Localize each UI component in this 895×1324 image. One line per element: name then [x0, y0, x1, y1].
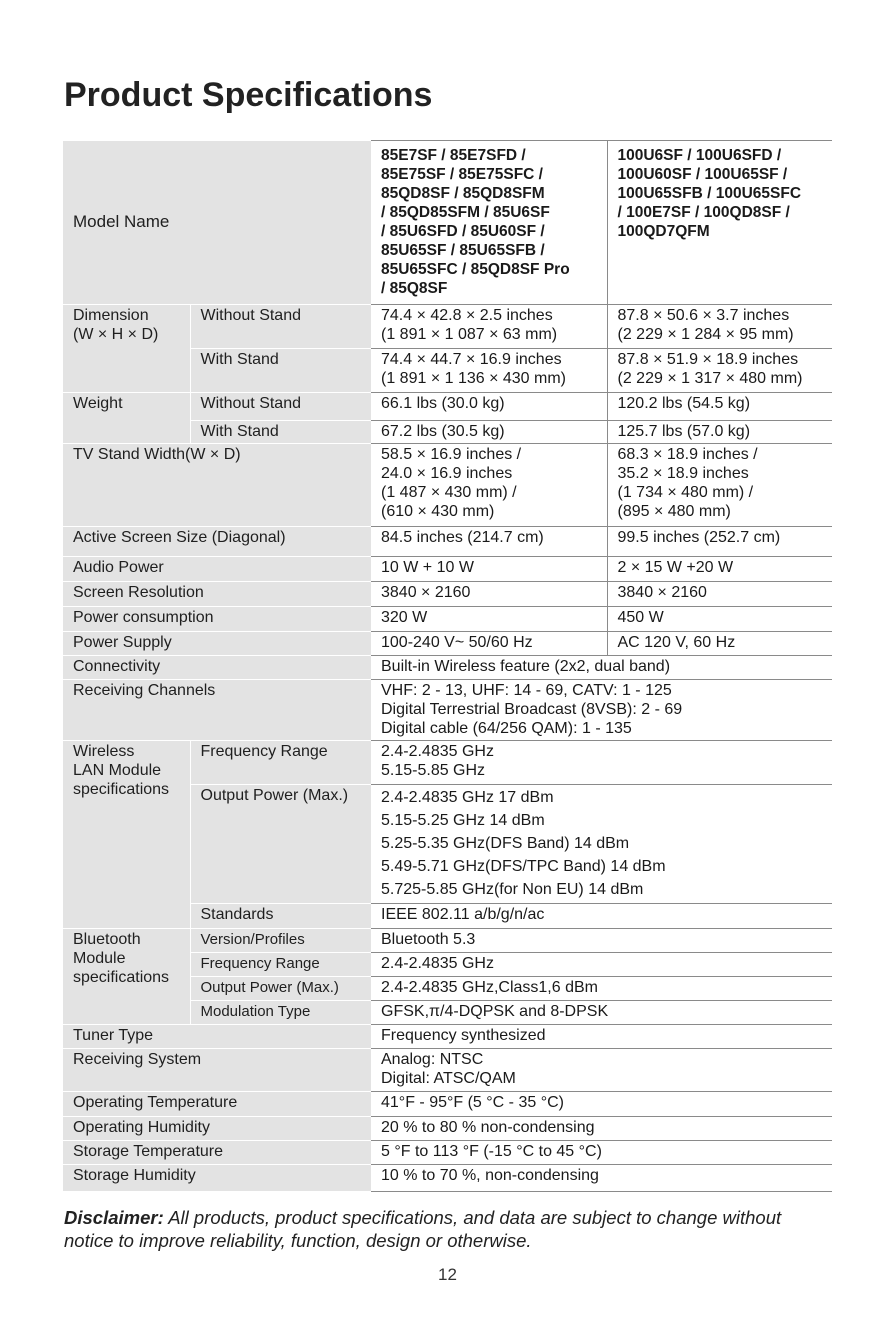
stand-width-label: TV Stand Width(W × D): [63, 444, 371, 527]
dimension-with-stand-85: 74.4 × 44.7 × 16.9 inches (1 891 × 1 136 × 430 mm): [371, 349, 607, 393]
storage-temperature-value: 5 °F to 113 °F (-15 °C to 45 °C): [371, 1141, 832, 1165]
table-row: [63, 1117, 832, 1141]
bluetooth-frequency-value: 2.4-2.4835 GHz: [371, 953, 832, 977]
receiving-channels-value: VHF: 2 - 13, UHF: 14 - 69, CATV: 1 - 125 Digital Terrestrial Broadcast (8VSB): 2 - 69 Digital cable (64/256 QAM): 1 - 135: [371, 680, 832, 741]
table-row: [63, 929, 832, 953]
weight-with-stand-100: 125.7 lbs (57.0 kg): [607, 421, 832, 444]
storage-temperature-label: Storage Temperature: [63, 1141, 371, 1165]
dimension-without-stand-label: Without Stand: [190, 305, 371, 349]
stand-width-100: 68.3 × 18.9 inches / 35.2 × 18.9 inches (1 734 × 480 mm) / (895 × 480 mm): [607, 444, 832, 527]
receiving-system-value: Analog: NTSC Digital: ATSC/QAM: [371, 1049, 832, 1092]
table-row: [63, 741, 832, 785]
bluetooth-version-label: Version/Profiles: [190, 929, 371, 953]
active-screen-100: 99.5 inches (252.7 cm): [607, 527, 832, 557]
weight-without-stand-85: 66.1 lbs (30.0 kg): [371, 393, 607, 421]
model-list-100: 100U6SF / 100U6SFD / 100U60SF / 100U65SF / 100U65SFB / 100U65SFC / 100E7SF / 100QD8SF / 100QD7QFM: [607, 141, 832, 305]
dimension-without-stand-85: 74.4 × 42.8 × 2.5 inches (1 891 × 1 087 × 63 mm): [371, 305, 607, 349]
weight-label: Weight: [63, 393, 190, 444]
disclaimer: [64, 1206, 834, 1252]
bluetooth-label: Bluetooth Module specifications: [63, 929, 190, 1025]
resolution-85: 3840 × 2160: [371, 582, 607, 607]
power-supply-85: 100-240 V~ 50/60 Hz: [371, 632, 607, 656]
operating-temperature-value: 41°F - 95°F (5 °C - 35 °C): [371, 1092, 832, 1117]
bluetooth-output-power-label: Output Power (Max.): [190, 977, 371, 1001]
bluetooth-version-value: Bluetooth 5.3: [371, 929, 832, 953]
wireless-output-power-label: Output Power (Max.): [190, 785, 371, 904]
tuner-type-label: Tuner Type: [63, 1025, 371, 1049]
audio-power-85: 10 W + 10 W: [371, 557, 607, 582]
bluetooth-frequency-label: Frequency Range: [190, 953, 371, 977]
dimension-label: Dimension (W × H × D): [63, 305, 190, 393]
disclaimer-text: All products, product specifications, and data are subject to change without notice to improve reliability, function, design or otherwise.: [64, 1207, 782, 1251]
table-row: [63, 1092, 832, 1117]
power-consumption-label: Power consumption: [63, 607, 371, 632]
table-row: [63, 527, 832, 557]
bluetooth-modulation-label: Modulation Type: [190, 1001, 371, 1025]
dimension-with-stand-100: 87.8 × 51.9 × 18.9 inches (2 229 × 1 317 × 480 mm): [607, 349, 832, 393]
bluetooth-modulation-value: GFSK,π/4-DQPSK and 8-DPSK: [371, 1001, 832, 1025]
wireless-frequency-value: 2.4-2.4835 GHz 5.15-5.85 GHz: [371, 741, 832, 785]
tuner-type-value: Frequency synthesized: [371, 1025, 832, 1049]
audio-power-label: Audio Power: [63, 557, 371, 582]
connectivity-value: Built-in Wireless feature (2x2, dual band): [371, 656, 832, 680]
operating-humidity-label: Operating Humidity: [63, 1117, 371, 1141]
receiving-channels-label: Receiving Channels: [63, 680, 371, 741]
wireless-output-power-value: 2.4-2.4835 GHz 17 dBm 5.15-5.25 GHz 14 dBm 5.25-5.35 GHz(DFS Band) 14 dBm 5.49-5.71 GHz(DFS/TPC Band) 14 dBm 5.725-5.85 GHz(for Non EU) 14 dBm: [371, 785, 832, 904]
connectivity-label: Connectivity: [63, 656, 371, 680]
table-row: [63, 1165, 832, 1192]
operating-humidity-value: 20 % to 80 % non-condensing: [371, 1117, 832, 1141]
wireless-frequency-label: Frequency Range: [190, 741, 371, 785]
power-supply-label: Power Supply: [63, 632, 371, 656]
table-row: [63, 557, 832, 582]
stand-width-85: 58.5 × 16.9 inches / 24.0 × 16.9 inches (1 487 × 430 mm) / (610 × 430 mm): [371, 444, 607, 527]
power-consumption-100: 450 W: [607, 607, 832, 632]
storage-humidity-value: 10 % to 70 %, non-condensing: [371, 1165, 832, 1192]
table-row: [63, 607, 832, 632]
spec-table: [63, 140, 832, 1192]
table-row: [63, 305, 832, 349]
weight-without-stand-label: Without Stand: [190, 393, 371, 421]
table-row: [63, 444, 832, 527]
dimension-with-stand-label: With Stand: [190, 349, 371, 393]
resolution-label: Screen Resolution: [63, 582, 371, 607]
power-consumption-85: 320 W: [371, 607, 607, 632]
wireless-standards-value: IEEE 802.11 a/b/g/n/ac: [371, 904, 832, 929]
page-title: Product Specifications: [64, 76, 433, 114]
table-row: [63, 1025, 832, 1049]
table-row: [63, 1141, 832, 1165]
weight-without-stand-100: 120.2 lbs (54.5 kg): [607, 393, 832, 421]
active-screen-label: Active Screen Size (Diagonal): [63, 527, 371, 557]
weight-with-stand-label: With Stand: [190, 421, 371, 444]
model-name-label: Model Name: [63, 141, 371, 305]
operating-temperature-label: Operating Temperature: [63, 1092, 371, 1117]
table-row: [63, 632, 832, 656]
table-row: [63, 680, 832, 741]
table-row: [63, 656, 832, 680]
bluetooth-output-power-value: 2.4-2.4835 GHz,Class1,6 dBm: [371, 977, 832, 1001]
table-row: [63, 393, 832, 421]
storage-humidity-label: Storage Humidity: [63, 1165, 371, 1192]
table-row: [63, 582, 832, 607]
weight-with-stand-85: 67.2 lbs (30.5 kg): [371, 421, 607, 444]
table-row: [63, 141, 832, 305]
wireless-label: Wireless LAN Module specifications: [63, 741, 190, 929]
receiving-system-label: Receiving System: [63, 1049, 371, 1092]
table-row: [63, 1049, 832, 1092]
page-number: 12: [438, 1265, 457, 1284]
disclaimer-prefix: Disclaimer:: [64, 1207, 164, 1228]
active-screen-85: 84.5 inches (214.7 cm): [371, 527, 607, 557]
wireless-standards-label: Standards: [190, 904, 371, 929]
power-supply-100: AC 120 V, 60 Hz: [607, 632, 832, 656]
audio-power-100: 2 × 15 W +20 W: [607, 557, 832, 582]
resolution-100: 3840 × 2160: [607, 582, 832, 607]
dimension-without-stand-100: 87.8 × 50.6 × 3.7 inches (2 229 × 1 284 × 95 mm): [607, 305, 832, 349]
model-list-85: 85E7SF / 85E7SFD / 85E75SF / 85E75SFC / 85QD8SF / 85QD8SFM / 85QD85SFM / 85U6SF / 85U6SFD / 85U60SF / 85U65SF / 85U65SFB / 85U65SFC / 85QD8SF Pro / 85Q8SF: [371, 141, 607, 305]
